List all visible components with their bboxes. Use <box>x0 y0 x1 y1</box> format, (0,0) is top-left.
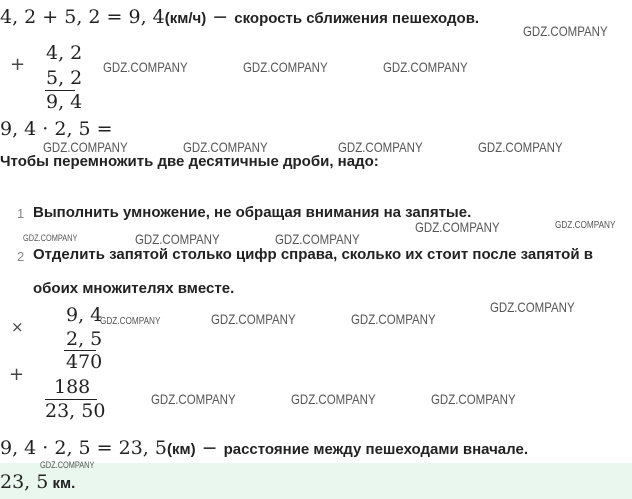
watermark: GDZ.COMPANY <box>275 231 360 247</box>
answer-line <box>0 471 75 493</box>
multiplication-plus: + <box>9 364 25 385</box>
watermark: GDZ.COMPANY <box>291 391 376 407</box>
watermark: GDZ.COMPANY <box>151 391 236 407</box>
watermark: GDZ.COMPANY <box>243 59 328 75</box>
watermark: GDZ.COMPANY <box>338 139 423 155</box>
answer-unit: км. <box>48 475 76 492</box>
answer-value: 23, 5 <box>0 471 49 493</box>
multiplication-result: 23, 50 <box>45 400 106 422</box>
rule-item-text-2-continued: обоих множителях вместе. <box>33 280 235 297</box>
watermark: GDZ.COMPANY <box>555 220 616 231</box>
watermark: GDZ.COMPANY <box>431 391 516 407</box>
addition-bottom: 5, 2 <box>46 67 83 89</box>
step1-text: скорость сближения пешеходов. <box>234 10 480 27</box>
addition-operator: + <box>10 54 26 75</box>
watermark: GDZ.COMPANY <box>23 233 78 243</box>
step1-dash: − <box>206 6 235 28</box>
step2-expression: 9, 4 · 2, 5 = <box>0 118 113 140</box>
conclusion-text: расстояние между пешеходами вначале. <box>223 441 528 458</box>
watermark: GDZ.COMPANY <box>135 231 220 247</box>
watermark: GDZ.COMPANY <box>523 23 608 39</box>
multiplication-partial-1: 470 <box>66 351 103 373</box>
step1-expression: 4, 2 + 5, 2 = 9, 4 <box>0 6 165 28</box>
rule-intro: Чтобы перемножить две десятичные дроби, надо: <box>0 153 379 170</box>
conclusion-unit: (км) <box>166 441 196 458</box>
conclusion-expression: 9, 4 · 2, 5 = 23, 5 <box>0 437 167 459</box>
answer-bar <box>0 463 632 499</box>
addition-top: 4, 2 <box>46 42 83 64</box>
watermark: GDZ.COMPANY <box>478 139 563 155</box>
multiplication-operator: × <box>11 318 24 336</box>
rule-item-text-2: Отделить запятой столько цифр справа, сколько их стоит после запятой в <box>33 246 593 263</box>
watermark: GDZ.COMPANY <box>351 311 436 327</box>
rule-item-number-1: 1 <box>17 206 25 221</box>
multiplication-top: 9, 4 <box>66 304 103 326</box>
watermark: GDZ.COMPANY <box>415 219 500 235</box>
watermark: GDZ.COMPANY <box>40 460 95 470</box>
watermark: GDZ.COMPANY <box>211 311 296 327</box>
rule-item-text-1: Выполнить умножение, не обращая внимания на запятые. <box>33 204 472 221</box>
watermark: GDZ.COMPANY <box>100 316 161 327</box>
multiplication-partial-2: 188 <box>54 376 91 398</box>
step1-line <box>0 6 479 28</box>
watermark: GDZ.COMPANY <box>43 139 128 155</box>
watermark: GDZ.COMPANY <box>383 59 468 75</box>
conclusion-dash: − <box>195 437 224 459</box>
rule-item-number-2: 2 <box>17 249 25 264</box>
watermark: GDZ.COMPANY <box>103 59 188 75</box>
conclusion-line <box>0 437 528 459</box>
step1-unit: (км/ч) <box>164 10 207 27</box>
addition-result: 9, 4 <box>46 91 83 113</box>
watermark: GDZ.COMPANY <box>183 139 268 155</box>
watermark: GDZ.COMPANY <box>490 299 575 315</box>
multiplication-bottom: 2, 5 <box>66 328 103 350</box>
